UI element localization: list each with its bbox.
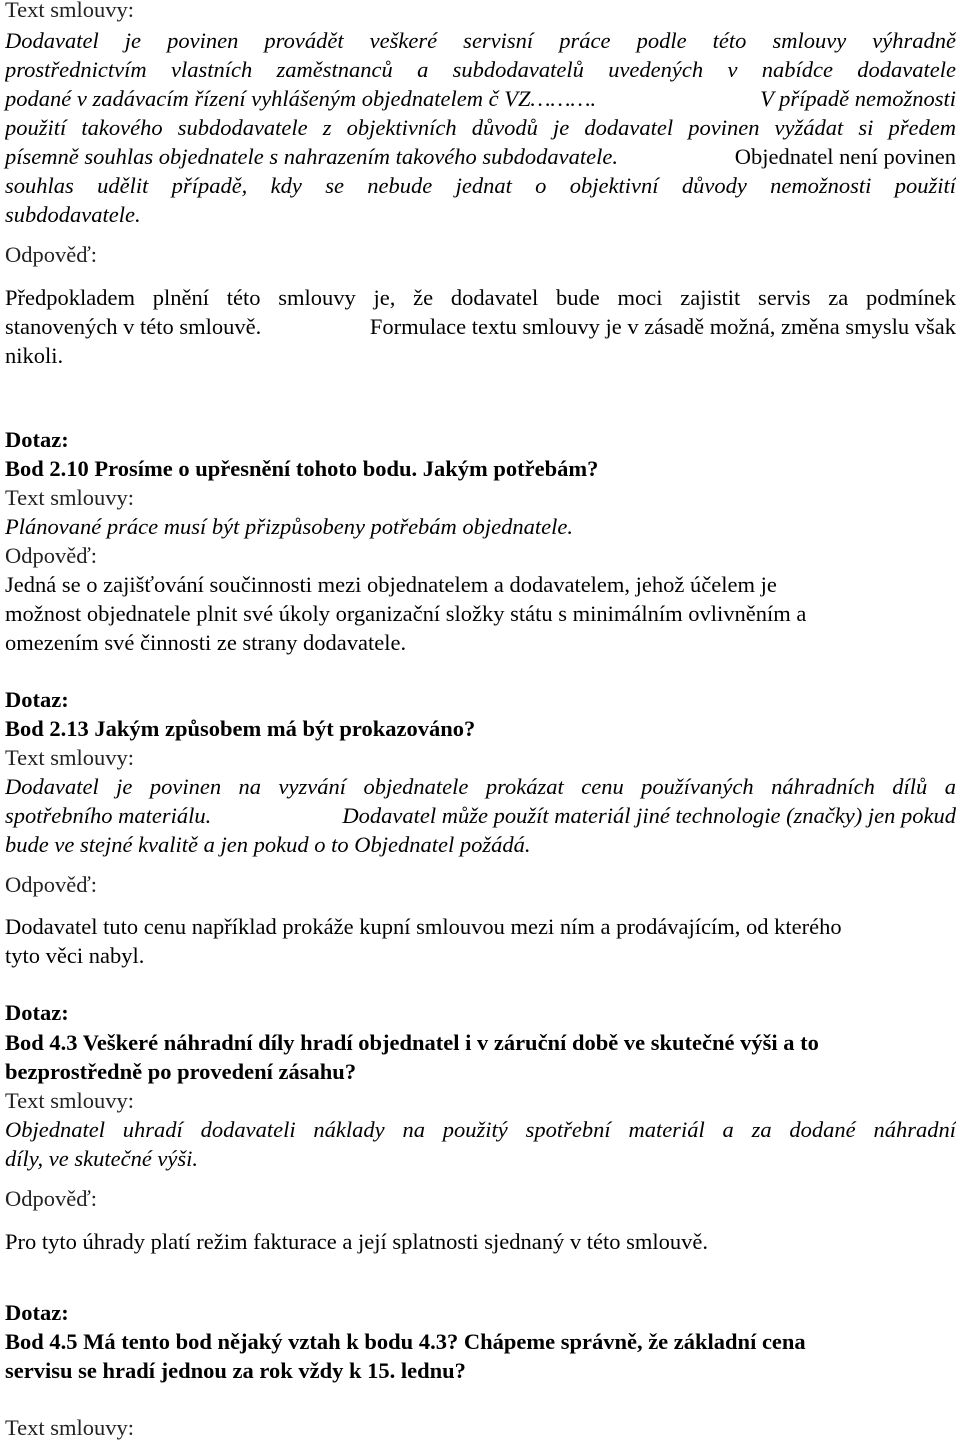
contract-text-line: souhlas udělit případě, kdy se nebude jednat o objektivní důvody nemožnosti použití xyxy=(5,173,956,198)
answer-line: Předpokladem plnění této smlouvy je, že dodavatel bude moci zajistit servis za podmínek xyxy=(5,285,956,310)
answer-line: možnost objednatele plnit své úkoly organizační složky státu s minimálním ovlivněním a xyxy=(5,601,807,626)
answer-line: omezením své činnosti ze strany dodavatele. xyxy=(5,630,407,655)
answer-line: tyto věci nabyl. xyxy=(5,943,145,968)
odpoved-label: Odpověď: xyxy=(5,242,98,267)
contract-text-segment: Objednatel není povinen xyxy=(734,144,956,169)
answer-line: Dodavatel tuto cenu například prokáže kupní smlouvou mezi ním a prodávajícím, od kterého xyxy=(5,914,842,939)
contract-text-segment: podané v zadávacím řízení vyhlášeným objednatelem č VZ………. xyxy=(5,86,597,111)
answer-line xyxy=(5,312,956,341)
answer-line: Jedná se o zajišťování součinnosti mezi objednatelem a dodavatelem, jehož účelem je xyxy=(5,572,777,597)
question-text: Bod 4.3 Veškeré náhradní díly hradí objednatel i v záruční době ve skutečné výši a to xyxy=(5,1030,819,1055)
answer-line: nikoli. xyxy=(5,343,64,368)
dotaz-label: Dotaz: xyxy=(5,1300,69,1325)
odpoved-label: Odpověď: xyxy=(5,1186,98,1211)
answer-segment: Formulace textu smlouvy je v zásadě možná, změna smyslu však xyxy=(369,314,956,339)
contract-text-line: subdodavatele. xyxy=(5,202,141,227)
contract-text-line: použití takového subdodavatele z objektivních důvodů je dodavatel povinen vyžádat si předem xyxy=(5,115,956,140)
text-smlouvy-label: Text smlouvy: xyxy=(5,1415,135,1440)
question-text: Bod 2.10 Prosíme o upřesnění tohoto bodu. Jakým potřebám? xyxy=(5,456,599,481)
dotaz-label: Dotaz: xyxy=(5,687,69,712)
contract-text-line: Objednatel uhradí dodavateli náklady na použitý spotřební materiál a za dodané náhradní xyxy=(5,1117,956,1142)
odpoved-label: Odpověď: xyxy=(5,543,98,568)
contract-text-line xyxy=(5,84,956,113)
contract-text-segment: spotřebního materiálu. xyxy=(5,803,212,828)
question-text: servisu se hradí jednou za rok vždy k 15. lednu? xyxy=(5,1358,466,1383)
text-smlouvy-label: Text smlouvy: xyxy=(5,485,135,510)
odpoved-label: Odpověď: xyxy=(5,872,98,897)
answer-line: Pro tyto úhrady platí režim fakturace a její splatnosti sjednaný v této smlouvě. xyxy=(5,1229,708,1254)
contract-text-line: Dodavatel je povinen na vyzvání objednatele prokázat cenu používaných náhradních dílů a xyxy=(5,774,956,799)
question-text: Bod 2.13 Jakým způsobem má být prokazováno? xyxy=(5,716,476,741)
contract-text-segment: Dodavatel může použít materiál jiné technologie (značky) jen pokud xyxy=(342,803,956,828)
contract-text-line: prostřednictvím vlastních zaměstnanců a subdodavatelů uvedených v nabídce dodavatele xyxy=(5,57,956,82)
contract-text-line: díly, ve skutečné výši. xyxy=(5,1146,199,1171)
text-smlouvy-label: Text smlouvy: xyxy=(5,1088,135,1113)
contract-text-line: Plánované práce musí být přizpůsobeny potřebám objednatele. xyxy=(5,514,574,539)
contract-text-segment: písemně souhlas objednatele s nahrazením takového subdodavatele. xyxy=(5,144,619,169)
question-text: bezprostředně po provedení zásahu? xyxy=(5,1059,357,1084)
contract-text-segment: V případě nemožnosti xyxy=(760,86,956,111)
contract-text-line xyxy=(5,801,956,830)
contract-text-line: Dodavatel je povinen provádět veškeré servisní práce podle této smlouvy výhradně xyxy=(5,28,956,53)
text-smlouvy-label: Text smlouvy: xyxy=(5,745,135,770)
dotaz-label: Dotaz: xyxy=(5,427,69,452)
answer-segment: stanovených v této smlouvě. xyxy=(5,314,262,339)
question-text: Bod 4.5 Má tento bod nějaký vztah k bodu 4.3? Chápeme správně, že základní cena xyxy=(5,1329,806,1354)
contract-text-line xyxy=(5,142,956,171)
contract-text-line: bude ve stejné kvalitě a jen pokud o to Objednatel požádá. xyxy=(5,832,531,857)
text-smlouvy-label: Text smlouvy: xyxy=(5,0,135,22)
dotaz-label: Dotaz: xyxy=(5,1000,69,1025)
